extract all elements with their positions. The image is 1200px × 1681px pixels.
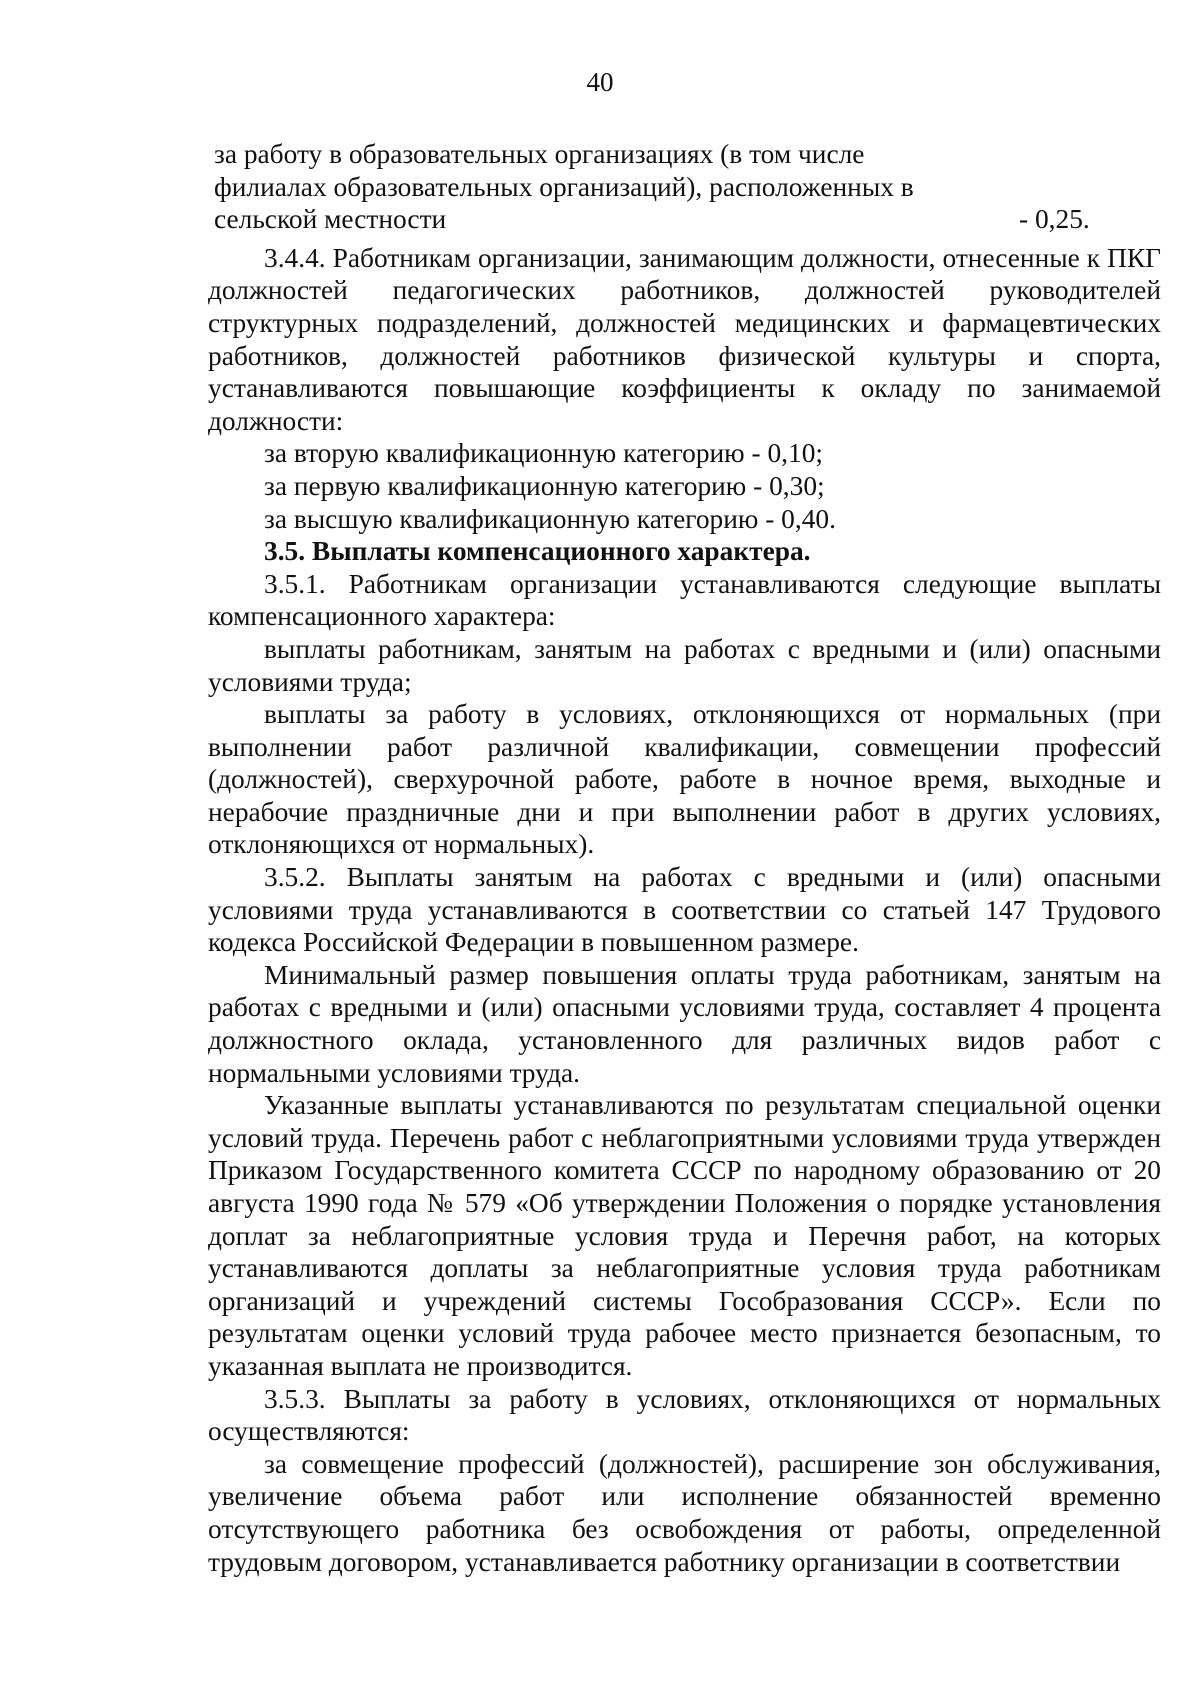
page-number: 40	[586, 67, 614, 97]
paragraph-harmful-conditions: выплаты работникам, занятым на работах с вредными и (или) опасными условиями труда;	[208, 633, 1161, 697]
category-first: за первую квалификационную категорию - 0,30;	[264, 470, 825, 501]
rural-coefficient-paragraph	[214, 138, 1090, 236]
category-highest: за высшую квалификационную категорию - 0,40.	[264, 503, 836, 534]
paragraph-3-5-1: 3.5.1. Работникам организации устанавливаются следующие выплаты компенсационного характера:	[208, 568, 1161, 632]
paragraph-3-5-3: 3.5.3. Выплаты за работу в условиях, отклоняющихся от нормальных осуществляются:	[208, 1383, 1161, 1447]
paragraph-abnormal-conditions: выплаты за работу в условиях, отклоняющихся от нормальных (при выполнении работ различной квалификации, совмещении профессий (должностей), сверхурочной работе, работе в ночное время, выходные и нерабочие праздничные дни и при выполнении работ в других условиях, отклоняющихся от нормальных).	[208, 699, 1161, 860]
rural-coefficient-value: - 0,25.	[1019, 204, 1090, 235]
paragraph-3-4-4: 3.4.4. Работникам организации, занимающим должности, отнесенные к ПКГ должностей педагогических работников, должностей руководителей структурных подразделений, должностей медицинских и фармацевтических работников, должностей работников физической культуры и спорта, устанавливаются повышающие коэффициенты к окладу по занимаемой должности:	[208, 242, 1161, 436]
paragraph-3-5-2: 3.5.2. Выплаты занятым на работах с вредными и (или) опасными условиями труда устанавливаются в соответствии со статьей 147 Трудового кодекса Российской Федерации в повышенном размере.	[208, 862, 1161, 958]
category-second: за вторую квалификационную категорию - 0,10;	[264, 438, 824, 469]
paragraph-indicated-payments: Указанные выплаты устанавливаются по результатам специальной оценки условий труда. Перечень работ с неблагоприятными условиями труда утвержден Приказом Государственного комитета СССР по народному образованию от 20 августа 1990 года № 579 «Об утверждении Положения о порядке установления доплат за неблагоприятные условия труда и Перечня работ, на которых устанавливаются доплаты за неблагоприятные условия труда работникам организаций и учреждений системы Гособразования СССР». Если по результатам оценки условий труда рабочее место признается безопасным, то указанная выплата не производится.	[208, 1090, 1161, 1381]
paragraph-combination: за совмещение профессий (должностей), расширение зон обслуживания, увеличение объема работ или исполнение обязанностей временно отсутствующего работника без освобождения от работы, определенной трудовым договором, устанавливается работнику организации в соответствии	[208, 1448, 1161, 1577]
paragraph-minimum-increase: Минимальный размер повышения оплаты труда работникам, занятым на работах с вредными и (или) опасными условиями труда, составляет 4 процента должностного оклада, установленного для различных видов работ с нормальными условиями труда.	[208, 959, 1161, 1088]
document-body	[208, 138, 1161, 1578]
rural-coefficient-text: за работу в образовательных организациях (в том числе филиалах образовательных организаций), расположенных в сельской местности	[214, 139, 914, 235]
section-heading-3-5: 3.5. Выплаты компенсационного характера.	[264, 536, 811, 567]
